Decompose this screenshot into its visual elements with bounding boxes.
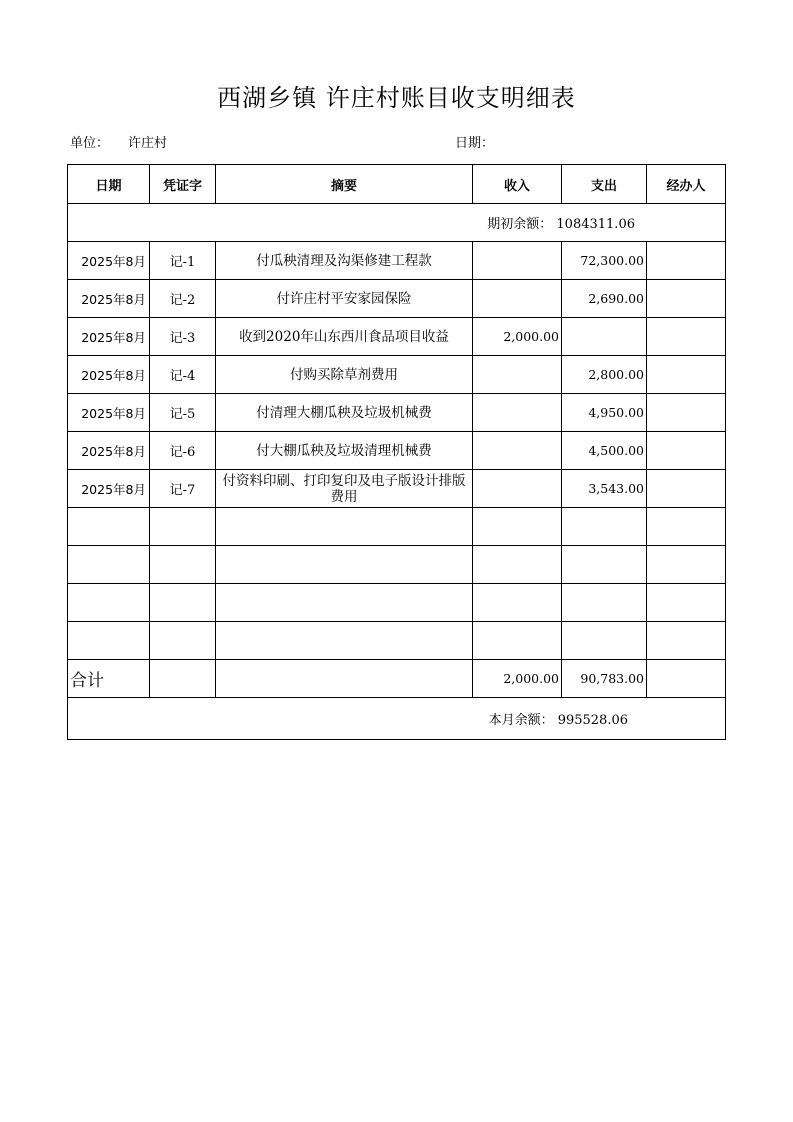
row-expense: 2,690.00 bbox=[562, 280, 647, 318]
row-expense: 72,300.00 bbox=[562, 242, 647, 280]
row-summary: 付许庄村平安家园保险 bbox=[216, 280, 473, 318]
table-row bbox=[68, 318, 726, 356]
row-income bbox=[473, 356, 562, 394]
row-income bbox=[473, 280, 562, 318]
header-income: 收入 bbox=[473, 165, 562, 204]
row-handler bbox=[647, 318, 726, 356]
row-handler bbox=[647, 242, 726, 280]
empty-row bbox=[68, 508, 726, 546]
row-handler bbox=[647, 280, 726, 318]
row-date: 2025年8月 bbox=[68, 356, 150, 394]
table-row bbox=[68, 242, 726, 280]
row-income bbox=[473, 394, 562, 432]
row-handler bbox=[647, 356, 726, 394]
unit-label: 单位： bbox=[70, 136, 110, 151]
row-handler bbox=[647, 470, 726, 508]
total-expense: 90,783.00 bbox=[562, 660, 647, 698]
row-income bbox=[473, 242, 562, 280]
row-expense: 3,543.00 bbox=[562, 470, 647, 508]
row-voucher: 记-4 bbox=[150, 356, 216, 394]
row-voucher: 记-1 bbox=[150, 242, 216, 280]
empty-row bbox=[68, 622, 726, 660]
row-expense: 4,500.00 bbox=[562, 432, 647, 470]
opening-balance: 期初余额： 1084311.06 bbox=[68, 204, 726, 242]
table-row bbox=[68, 432, 726, 470]
row-summary: 付购买除草剂费用 bbox=[216, 356, 473, 394]
header-handler: 经办人 bbox=[647, 165, 726, 204]
row-summary: 付大棚瓜秧及垃圾清理机械费 bbox=[216, 432, 473, 470]
row-date: 2025年8月 bbox=[68, 432, 150, 470]
row-handler bbox=[647, 394, 726, 432]
page-title: 西湖乡镇 许庄村账目收支明细表 bbox=[217, 84, 576, 112]
total-label: 合计 bbox=[68, 660, 150, 698]
row-summary: 收到2020年山东西川食品项目收益 bbox=[216, 318, 473, 356]
table-row bbox=[68, 470, 726, 508]
row-summary: 付清理大棚瓜秧及垃圾机械费 bbox=[216, 394, 473, 432]
total-income: 2,000.00 bbox=[473, 660, 562, 698]
ledger-table bbox=[67, 164, 726, 740]
row-date: 2025年8月 bbox=[68, 470, 150, 508]
row-expense: 2,800.00 bbox=[562, 356, 647, 394]
row-voucher: 记-2 bbox=[150, 280, 216, 318]
row-expense bbox=[562, 318, 647, 356]
row-date: 2025年8月 bbox=[68, 318, 150, 356]
header-row bbox=[68, 165, 726, 204]
table-row bbox=[68, 280, 726, 318]
table-row bbox=[68, 394, 726, 432]
opening-balance-row bbox=[68, 204, 726, 242]
row-summary: 付瓜秧清理及沟渠修建工程款 bbox=[216, 242, 473, 280]
header-expense: 支出 bbox=[562, 165, 647, 204]
row-voucher: 记-7 bbox=[150, 470, 216, 508]
total-row bbox=[68, 660, 726, 698]
row-date: 2025年8月 bbox=[68, 242, 150, 280]
row-expense: 4,950.00 bbox=[562, 394, 647, 432]
closing-balance-row bbox=[68, 698, 726, 740]
row-handler bbox=[647, 432, 726, 470]
header-date: 日期 bbox=[68, 165, 150, 204]
date-label: 日期： bbox=[455, 136, 495, 151]
empty-row bbox=[68, 546, 726, 584]
row-date: 2025年8月 bbox=[68, 394, 150, 432]
row-income bbox=[473, 470, 562, 508]
row-summary: 付资料印刷、打印复印及电子版设计排版费用 bbox=[216, 470, 473, 508]
header-summary: 摘要 bbox=[216, 165, 473, 204]
closing-balance: 本月余额： 995528.06 bbox=[68, 698, 726, 740]
row-income: 2,000.00 bbox=[473, 318, 562, 356]
table-row bbox=[68, 356, 726, 394]
empty-row bbox=[68, 584, 726, 622]
unit-value: 许庄村 bbox=[128, 136, 168, 151]
row-voucher: 记-3 bbox=[150, 318, 216, 356]
row-income bbox=[473, 432, 562, 470]
row-voucher: 记-5 bbox=[150, 394, 216, 432]
header-voucher: 凭证字 bbox=[150, 165, 216, 204]
row-voucher: 记-6 bbox=[150, 432, 216, 470]
row-date: 2025年8月 bbox=[68, 280, 150, 318]
